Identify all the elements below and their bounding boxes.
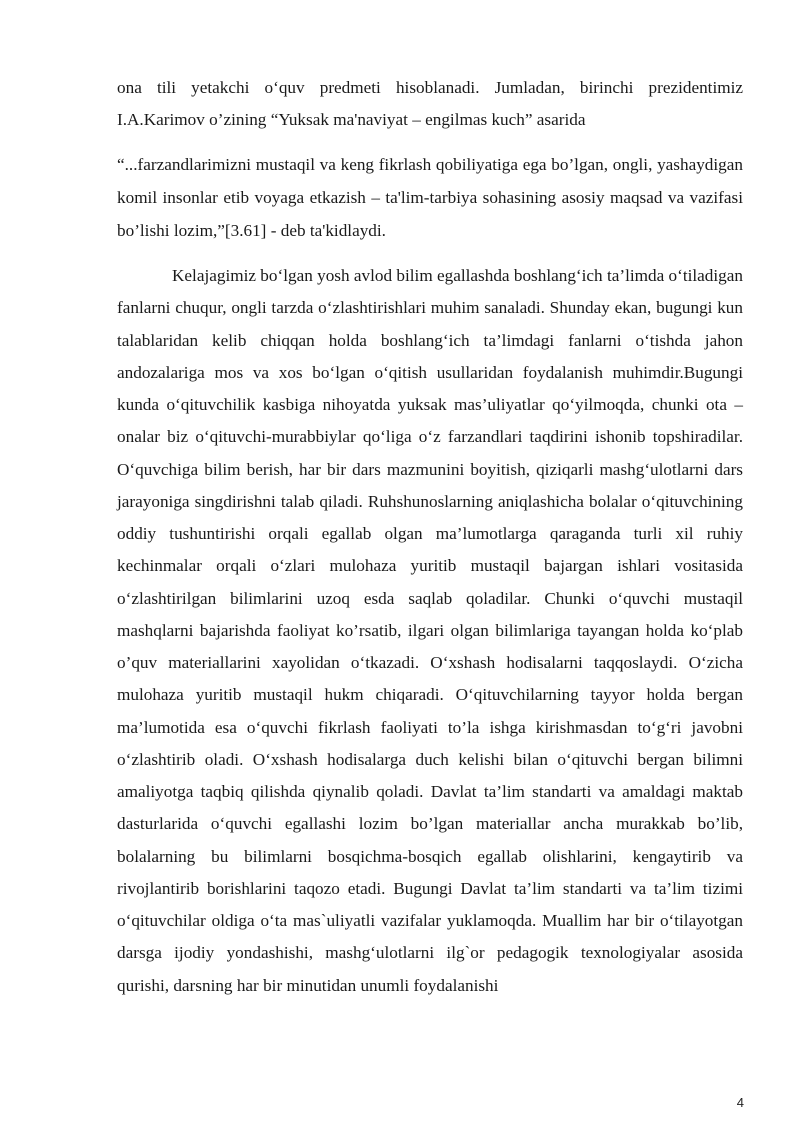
paragraph-quote: “...farzandlarimizni mustaqil va keng fikrlash qobiliyatiga ega bo’lgan, ongli, yashaydigan komil insonlar etib voyaga etkazish – ta'lim-tarbiya sohasining asosiy maqsad va vazifasi bo’lishi lozim,”[3.61] - deb ta'kidlaydi. bbox=[117, 155, 743, 240]
page-number: 4 bbox=[736, 1095, 744, 1110]
paragraph-intro: ona tili yetakchi o‘quv predmeti hisoblanadi. Jumladan, birinchi prezidentimiz I.A.Karimov o’zining “Yuksak ma'naviyat – engilmas kuch” asarida bbox=[117, 78, 743, 130]
paragraph-main: Kelajagimiz bo‘lgan yosh avlod bilim egallashda boshlang‘ich ta’limda o‘tiladigan fanlarni chuqur, ongli tarzda o‘zlashtirishlari muhim sanaladi. Shunday ekan, bugungi kun talablaridan kelib chiqqan holda boshlang‘ich ta’limdagi fanlarni o‘tishda jahon andozalariga mos va xos bo‘lgan o‘qitish usullaridan foydalanish muhimdir.Bugungi kunda o‘qituvchilik kasbiga nihoyatda yuksak mas’uliyatlar qo‘yilmoqda, chunki ota – onalar biz o‘qituvchi-murabbiylar qo‘liga o‘z farzandlari taqdirini ishonib topshiradilar. O‘quvchiga bilim berish, har bir dars mazmunini boyitish, qiziqarli mashg‘ulotlarni dars jarayoniga singdirishni talab qiladi. Ruhshunoslarning aniqlashicha bolalar o‘qituvchining oddiy tushuntirishi orqali egallab olgan ma’lumotlarga qaraganda turli xil ruhiy kechinmalar orqali o‘zlari mulohaza yuritib mustaqil bajargan ishlari vositasida o‘zlashtirilgan bilimlarini uzoq esda saqlab qoladilar. Chunki o‘quvchi mustaqil mashqlarni bajarishda faoliyat ko’rsatib, ilgari olgan bilimlariga tayangan holda ko‘plab o’quv materiallarini xayolidan o‘tkazadi. O‘xshash hodisalarni taqqoslaydi. O‘zicha mulohaza yuritib mustaqil hukm chiqaradi. O‘qituvchilarning tayyor holda bergan ma’lumotida esa o‘quvchi fikrlash faoliyati to’la ishga kirishmasdan to‘g‘ri javobni o‘zlashtirib oladi. O‘xshash hodisalarga duch kelishi bilan o‘qituvchi bergan bilimni amaliyotga taqbiq qilishda qiynalib qoladi. Davlat ta’lim standarti va amaldagi maktab dasturlarida o‘quvchi egallashi lozim bo’lgan materiallar ancha murakkab bo’lib, bolalarning bu bilimlarni bosqichma-bosqich egallab olishlarini, kengaytirib va rivojlantirib borishlarini taqozo etadi. Bugungi Davlat ta’lim standarti va ta’lim tizimi o‘qituvchilar oldiga o‘ta mas`uliyatli vazifalar yuklamoqda. Muallim har bir o‘tilayotgan darsga ijodiy yondashishi, mashg‘ulotlarni ilg`or pedagogik texnologiyalar asosida qurishi, darsning har bir minutidan unumli foydalanishi bbox=[117, 266, 743, 995]
